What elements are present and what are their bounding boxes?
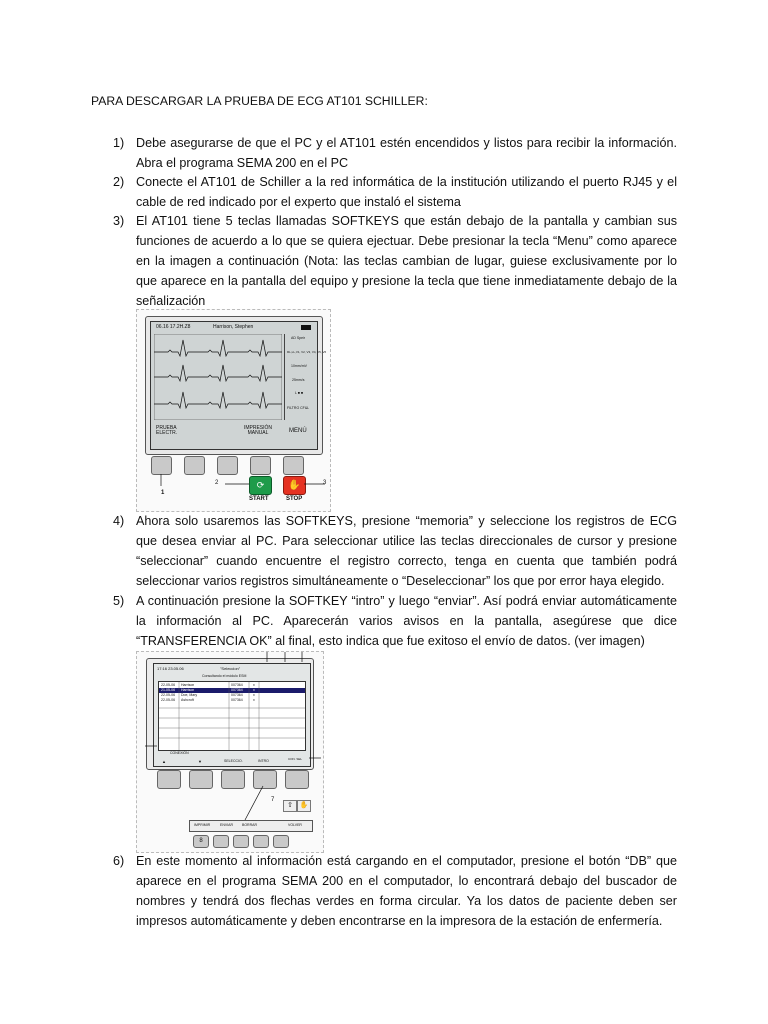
softkey-label-menu: MENÚ [289, 428, 307, 434]
submenu-item[interactable]: IMPRIMIR [194, 823, 211, 827]
side-label: RL,LL,V1, V2, V3, V4, V5, V6 [287, 350, 327, 354]
side-label: FILTRO CF&L [287, 406, 310, 410]
device-figure-transfer [136, 651, 324, 853]
callout-lines [137, 310, 330, 511]
callout-number: 1 [161, 490, 165, 496]
popup-softkey-button[interactable] [253, 835, 269, 848]
side-label: L ■ ■ [295, 391, 303, 395]
callout-number: 7 [271, 797, 275, 803]
start-arrows-icon: ⟳ [256, 480, 265, 490]
callout-number: 3 [323, 480, 327, 486]
softkey-label-consel: CON. SEL [288, 757, 303, 761]
popup-softkey-button[interactable] [273, 835, 289, 848]
item-text: Conecte el AT101 de Schiller a la red informática de la institución utilizando el puerto RJ45 y el cable de red indicado por el experto que instaló el sistema [136, 175, 677, 209]
item-text: Ahora solo usaremos las SOFTKEYS, presione “memoria” y seleccione los registros de ECG que desea enviar al PC. Para seleccionar utilice las teclas direccionales de cursor y presione “seleccionar” cuando encuentre el registro correcto, tenga en cuenta que también podrá seleccionar varios registros simultáneamente o “Deseleccionar” los que por error haya elegido. [136, 514, 677, 588]
item-text: Debe asegurarse de que el PC y el AT101 estén encendidos y listos para recibir la información. Abra el programa SEMA 200 en el PC [136, 136, 677, 170]
item-number: 6) [113, 854, 125, 868]
popup-softkey-button[interactable] [213, 835, 229, 848]
item-number: 3) [113, 214, 125, 228]
popup-softkey-button[interactable] [233, 835, 249, 848]
softkey-label-select: SELECCIO. [224, 759, 243, 763]
item-number: 2) [113, 175, 125, 189]
connection-status: CONEXIÓN [170, 751, 189, 755]
home-key-icon[interactable]: ⇧ [283, 800, 297, 812]
table-row-selected[interactable]: 21-05-06 Harrison 007364 x [159, 688, 305, 693]
screen-subtitle: Consultando el módulo ESM [202, 674, 247, 678]
device-figure-menu [136, 309, 331, 512]
side-label: 10mm/mV [291, 364, 307, 368]
stop-key-icon[interactable]: ✋ [297, 800, 311, 812]
screen-title: "Seleccion" [220, 666, 241, 671]
stop-label: STOP [286, 496, 303, 502]
submenu-bar [189, 820, 313, 832]
screen-clock: 17:16 23.05.06 [157, 666, 184, 671]
softkey-label-intro: INTRO [258, 759, 269, 763]
table-row[interactable]: 22-05-06 Ashcroft 007364 x [161, 698, 255, 702]
stop-hand-icon: ✋ [288, 480, 301, 491]
item-text: En este momento al información está cargando en el computador, presione el botón “DB” que aparece en el programa SEMA 200 en el computador, lo encontrará debajo del buscador de nombres y tendrá dos flechas verdes en forma circular. Ya los datos de paciente deben ser impresos automáticamente y deben encontrarse en la impresora de la estación de enfermería. [136, 854, 677, 928]
callout-number: 2 [215, 480, 219, 486]
softkey-label-up: ▲ [162, 759, 166, 764]
softkey-label-impresion: IMPRESIÓN MANUAL [243, 425, 273, 436]
submenu-item[interactable]: ENVIAR [220, 823, 234, 827]
submenu-item[interactable]: BORRAR [242, 823, 257, 827]
item-number: 4) [113, 514, 125, 528]
item-number: 5) [113, 594, 125, 608]
item-text: El AT101 tiene 5 teclas llamadas SOFTKEYS que están debajo de la pantalla y cambian sus funciones de acuerdo a lo que se quiera ejectuar. Debe presionar la tecla “Menu” como aparece en la imagen a continuación (Nota: las teclas cambian de lugar, guiese exclusivamente por lo que aparece en la pantalla del equipo y presione la tecla que tiene inmediatamente debajo de la señalización [136, 214, 677, 308]
softkey-label-prueba: PRUEBA ELECTR. [156, 425, 178, 436]
item-text: A continuación presione la SOFTKEY “intro” y luego “enviar”. Así podrá enviar automáticamente la información al PC. Aparecerán varios avisos en la pantalla, asegúrese que dice “TRANSFERENCIA OK” al final, esto indica que fue exitoso el envío de datos. (ver imagen) [136, 594, 677, 648]
screen-patient-name: Harrison, Stephen [213, 324, 254, 330]
table-row[interactable]: 22-05-06 Doe, Mary 007364 x [161, 693, 255, 697]
side-label: 25mm/s [292, 378, 305, 382]
screen-clock: 06.16 17.2H.Z8 [156, 324, 191, 330]
side-label: AD Speir [291, 336, 306, 340]
submenu-item[interactable]: VOLVER [288, 823, 302, 827]
item-number: 1) [113, 136, 125, 150]
softkey-label-down: ▼ [198, 759, 202, 764]
popup-softkey-button[interactable]: 8 [193, 835, 209, 848]
table-row[interactable]: 22-05-06 Harrison 007364 x [161, 683, 255, 687]
start-label: START [249, 496, 269, 502]
document-heading: PARA DESCARGAR LA PRUEBA DE ECG AT101 SCHILLER: [91, 94, 428, 108]
